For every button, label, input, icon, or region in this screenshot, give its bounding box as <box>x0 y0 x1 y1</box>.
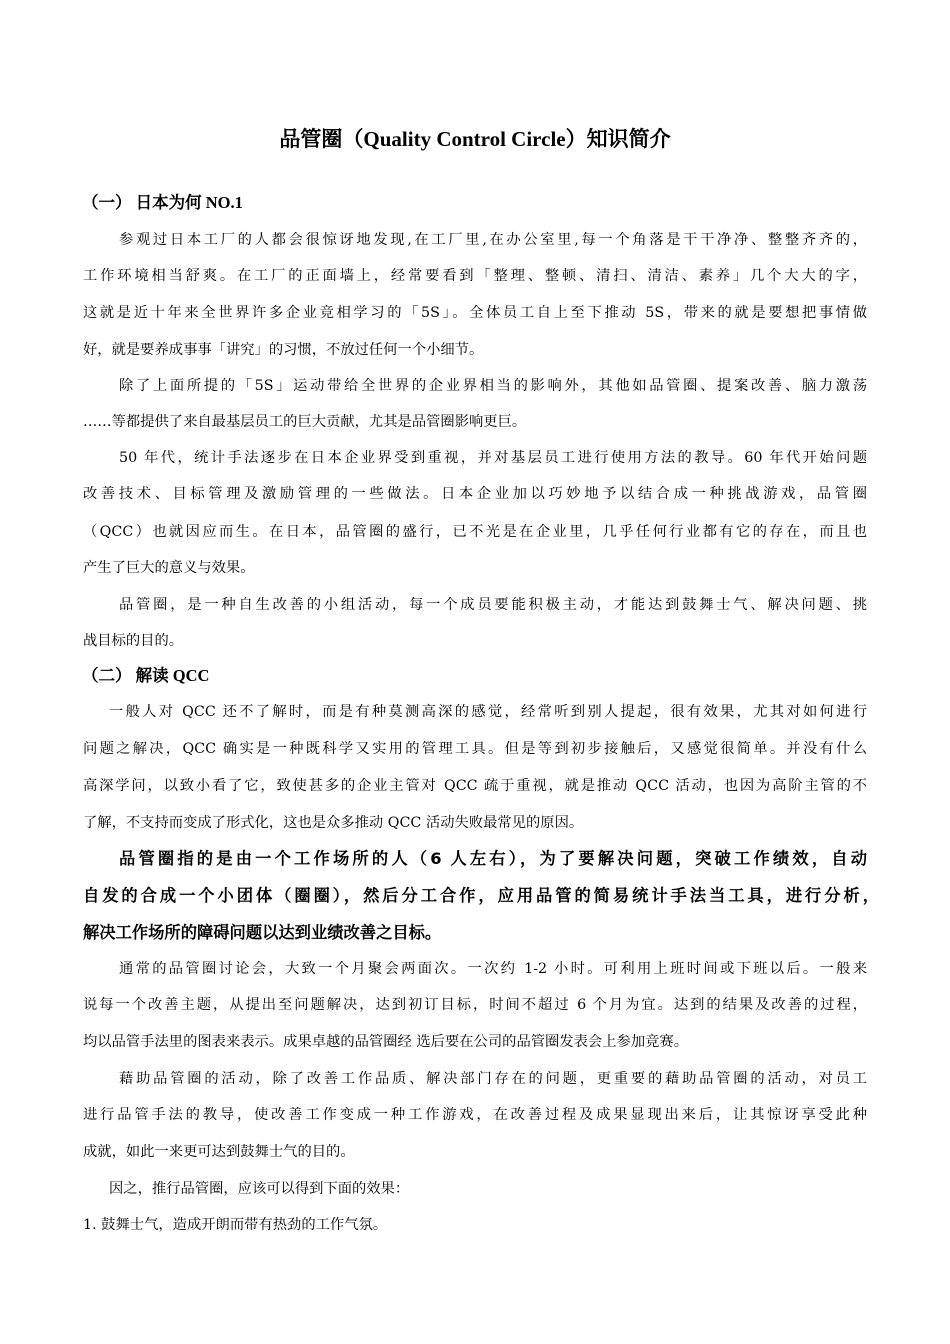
bold-paragraph-line: 自发的合成一个小团体（圈圈），然后分工合作，应用品管的简易统计手法当工具，进行分析， <box>83 886 879 905</box>
list-item: 1. 鼓舞士气，造成开朗而带有热劲的工作气氛。 <box>83 1217 388 1233</box>
paragraph-line: ……等都提供了来自最基层员工的巨大贡献，尤其是品管圈影响更巨。 <box>83 414 527 430</box>
document-title: 品管圈（Quality Control Circle）知识简介 <box>279 127 671 151</box>
bold-paragraph-line: 解决工作场所的障碍问题以达到业绩改善之目标。 <box>83 923 442 942</box>
section-heading-1: （一） 日本为何 NO.1 <box>82 193 243 212</box>
paragraph-line: 一般人对 QCC 还不了解时，而是有种莫测高深的感觉，经常听到别人提起，很有效果，尤其对如何进行 <box>109 704 867 720</box>
paragraph-line: 50 年代，统计手法逐步在日本企业界受到重视，并对基层员工进行使用方法的教导。60 年代开始问题 <box>119 450 867 466</box>
paragraph-line: 藉助品管圈的活动，除了改善工作品质、解决部门存在的问题，更重要的藉助品管圈的活动，对员工 <box>119 1071 867 1087</box>
paragraph-line: 除了上面所提的「5S」运动带给全世界的企业界相当的影响外，其他如品管圈、提案改善、脑力激荡 <box>119 378 867 394</box>
paragraph-line: 通常的品管圈讨论会，大致一个月聚会两面次。一次约 1-2 小时。可利用上班时间或下班以后。一般来 <box>119 961 867 977</box>
paragraph-line: 问题之解决，QCC 确实是一种既科学又实用的管理工具。但是等到初步接触后，又感觉很简单。并没有什么 <box>83 741 867 757</box>
paragraph-line: 品管圈，是一种自生改善的小组活动，每一个成员要能积极主动，才能达到鼓舞士气、解决问题、挑 <box>119 597 867 613</box>
paragraph-line: 高深学问，以致小看了它，致使甚多的企业主管对 QCC 疏于重视，就是推动 QCC 活动，也因为高阶主管的不 <box>83 778 867 794</box>
paragraph-line: 成就，如此一来更可达到鼓舞士气的目的。 <box>83 1144 355 1160</box>
paragraph-line: 说每一个改善主题，从提出至问题解决，达到初订目标，时间不超过 6 个月为宜。达到的结果及改善的过程， <box>83 997 867 1013</box>
paragraph-line: 参观过日本工厂的人都会很惊讶地发现,在工厂里,在办公室里,每一个角落是干干净净、整整齐齐的， <box>119 232 867 248</box>
section-heading-2: （二） 解读 QCC <box>82 666 210 685</box>
paragraph-line: 工作环境相当舒爽。在工厂的正面墙上，经常要看到「整理、整顿、清扫、清洁、素养」几个大大的字， <box>83 268 867 284</box>
paragraph-line: 了解，不支持而变成了形式化，这也是众多推动 QCC 活动失败最常见的原因。 <box>83 815 584 831</box>
paragraph-line: 均以品管手法里的图表来表示。成果卓越的品管圈经 选后要在公司的品管圈发表会上参加竞赛。 <box>83 1034 689 1050</box>
paragraph-line: 改善技术、目标管理及激励管理的一些做法。日本企业加以巧妙地予以结合成一种挑战游戏，品管圈 <box>83 486 867 502</box>
paragraph-line: 好，就是要养成事事「讲究」的习惯，不放过任何一个小细节。 <box>83 342 484 358</box>
paragraph-line: 进行品管手法的教导，使改善工作变成一种工作游戏，在改善过程及成果显现出来后，让其惊讶享受此种 <box>83 1107 867 1123</box>
paragraph-line: 因之，推行品管圈，应该可以得到下面的效果： <box>109 1181 410 1197</box>
paragraph-line: 这就是近十年来全世界许多企业竞相学习的「5S」。全体员工自上至下推动 5S，带来的就是要想把事情做 <box>83 305 867 321</box>
paragraph-line: （QCC）也就因应而生。在日本，品管圈的盛行，已不光是在企业里，几乎任何行业都有它的存在，而且也 <box>83 524 867 540</box>
bold-paragraph-line: 品管圈指的是由一个工作场所的人（6 人左右），为了要解决问题，突破工作绩效，自动 <box>119 849 867 868</box>
paragraph-line: 产生了巨大的意义与效果。 <box>83 560 255 576</box>
paragraph-line: 战目标的目的。 <box>83 633 184 649</box>
